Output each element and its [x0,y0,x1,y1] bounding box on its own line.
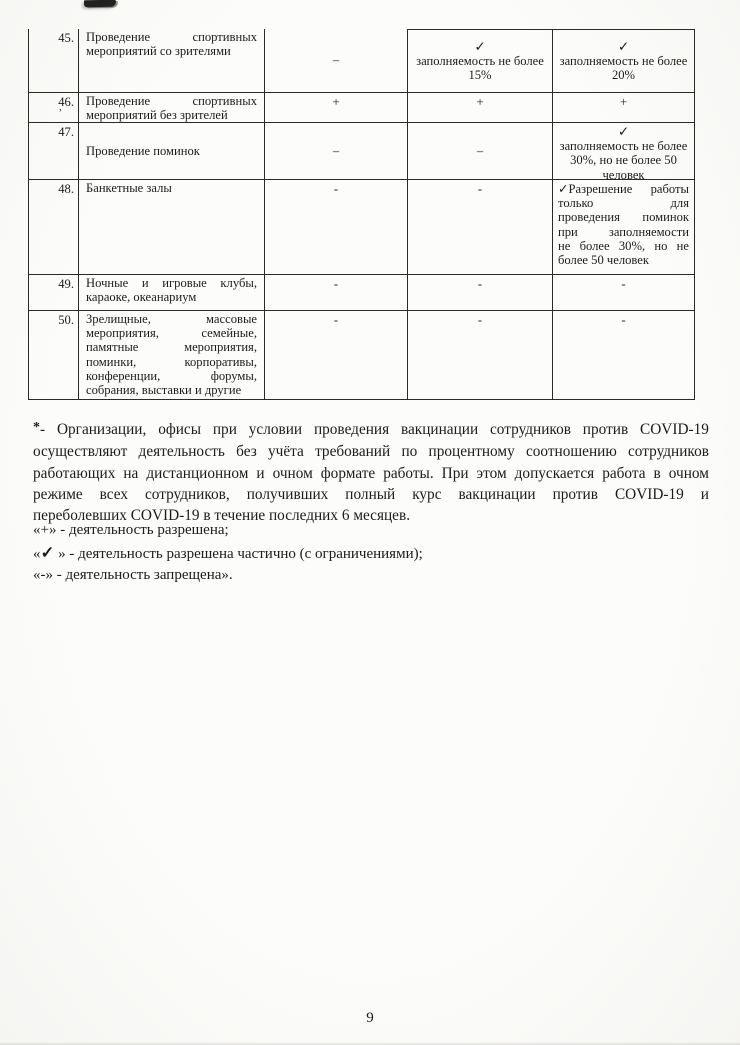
value-cell [265,29,408,93]
word: Организации, [56,421,147,438]
value-cell [408,29,553,93]
scan-ink-artifact [84,0,116,7]
cell-line: собрания, выставки и другие [86,383,242,398]
cell-line: ✓ [617,124,630,139]
word: без [236,443,257,461]
word: требований [315,443,391,461]
cell-line [558,225,689,239]
word: процентному [428,443,515,461]
row-number-mark: ’ [58,108,62,120]
word: Проведение [86,30,151,44]
word: очном [272,464,313,482]
legend-line: «+» - деятельность разрешена; [33,522,229,538]
row-number-cell [28,123,79,180]
word: этом [476,464,507,482]
word: проведения [313,421,390,438]
cell-line [86,355,257,369]
word: работа [602,464,646,482]
word: для [670,196,689,211]
check-mark-icon: ✓ [40,542,55,562]
cell-line [558,182,689,196]
cell-line [86,30,257,44]
word: не [676,238,689,253]
row-number: 45. [58,31,74,45]
value-cell [553,29,695,93]
word: полный [345,485,396,503]
word: COVID-19 [614,485,684,503]
cell-line: – [476,143,484,158]
word: и [141,276,149,290]
word: семейные, [201,326,257,341]
cell-line: + [332,95,340,109]
word: работы [650,182,689,196]
word: соотношению [525,443,617,461]
word: режиме [33,485,83,503]
word: сотрудников [490,421,571,438]
cell-line: 30%, но не более 50 [570,153,677,168]
cell-line: заполняемость не более [559,53,688,68]
cell-line: - [333,277,339,291]
word: и [700,485,709,503]
cell-line: + [619,95,628,109]
cell-line: ✓ [617,38,630,54]
word: заполняемости [608,224,689,239]
activity-name-cell [79,311,265,400]
cell-line: + [476,95,484,109]
word: работы. [383,464,434,482]
cell-line [33,419,709,441]
cell-line: человек [602,167,645,180]
word: курс [412,485,442,503]
row-number: 49. [58,277,74,291]
cell-line: мероприятий без зрителей [86,108,228,123]
word: памятные [86,340,139,355]
word: поминки, [86,354,137,369]
cell-line [86,369,257,383]
row-number: 47. [58,125,74,139]
value-cell [553,275,695,311]
cell-line [33,484,709,505]
cell-line: - [621,313,626,327]
cell-line [558,210,689,224]
cell-line [86,340,257,354]
word: на [123,464,139,482]
activity-name-cell [79,275,265,311]
word: мероприятия, [184,340,257,355]
word: получивших [246,485,329,503]
activity-name-cell [79,180,265,275]
word: спортивных [192,30,257,44]
word: формате [320,464,376,482]
cell-line: караоке, океанариум [86,290,197,305]
value-cell [265,311,408,400]
cell-line: Банкетные залы [86,181,172,195]
cell-line: - [333,182,339,196]
word: более [579,238,610,253]
cell-line [86,276,257,290]
legend-line: «✓ » - деятельность разрешена частично (с ограничениями); [33,542,423,562]
value-cell [265,93,408,123]
word: ✓Разрешение [558,182,633,196]
word: учёта [268,443,304,461]
word: дистанционном [146,464,249,482]
word: проведения [558,210,620,225]
cell-line: мероприятий со зрителями [86,44,231,59]
row-number-cell [28,29,79,93]
cell-line: - [477,277,483,291]
word: деятельность [138,443,225,461]
cell-line: – [332,143,340,158]
cell-line: - [477,182,483,196]
value-cell [408,180,553,275]
row-number: 46. [58,95,74,109]
word: *- [33,420,46,438]
word: клубы, [220,276,257,290]
word: массовые [206,312,257,326]
value-cell [265,275,408,311]
word: При [441,464,469,482]
row-number-cell [28,93,79,123]
activity-name-cell [79,29,265,93]
cell-line: - [621,277,626,291]
word: мероприятия, [86,326,159,341]
cell-line [33,441,709,462]
word: при [212,421,237,438]
word: условии [248,421,303,438]
word: COVID-19 [640,421,709,438]
word: сотрудников, [144,485,230,503]
cell-line: переболевших COVID-19 в течение последних 6 месяцев. [33,507,411,525]
cell-line [86,326,257,340]
cell-line: заполняемость не более [559,139,688,154]
value-cell [553,123,695,180]
cell-line: более 50 человек [558,253,649,268]
word: против [552,485,598,503]
value-cell [265,123,408,180]
word: Ночные [86,276,129,290]
word: очном [668,464,709,482]
value-cell [408,123,553,180]
value-cell [408,311,553,400]
word: осуществляют [33,443,128,461]
word: поминок [642,210,689,225]
word: 30%, [618,238,646,253]
row-number: 48. [58,182,74,196]
value-cell [408,93,553,123]
word: корпоративы, [184,354,257,369]
word: только [558,196,594,211]
legend-line: «-» - деятельность запрещена». [33,567,233,584]
value-cell [553,311,695,400]
footnote-paragraph [33,419,709,526]
cell-line: заполняемость не более [416,53,544,68]
row-number-cell [28,275,79,311]
row-number-cell [28,311,79,400]
value-cell [553,180,695,275]
word: Зрелищные, [86,312,151,326]
activity-name-cell [79,123,265,180]
word: работающих [33,464,116,482]
cell-line [33,463,709,484]
row-number: 50. [58,313,74,327]
word: конференции, [86,368,161,383]
cell-line: 15% [468,68,492,83]
cell-line [558,196,689,210]
word: в [653,464,661,482]
word: спортивных [192,94,257,108]
word: форумы, [210,368,257,383]
word: по [401,443,418,461]
word: Проведение [86,94,151,108]
cell-line: ✓ [474,38,486,54]
cell-line: – [332,53,340,68]
cell-line: - [477,313,483,327]
word: офисы [158,421,202,438]
value-cell [553,93,695,123]
word: игровые [162,276,207,290]
word: и [256,464,265,482]
cell-line [558,239,689,253]
cell-line: - [333,313,339,327]
value-cell [265,180,408,275]
restrictions-table [28,29,695,400]
word: всех [99,485,128,503]
page-number: 9 [366,1010,374,1026]
cell-line: 20% [611,68,636,83]
cell-line [86,94,257,108]
word: сотрудников [628,443,709,461]
cell-line [86,312,257,326]
cell-line: Проведение поминок [86,144,200,159]
row-number-cell [28,180,79,275]
word: но [654,238,668,253]
word: вакцинации [458,485,536,503]
activity-name-cell [79,93,265,123]
symbols-legend [33,520,633,587]
footnote-asterisk: * [33,420,40,435]
value-cell [408,275,553,311]
word: вакцинации [401,421,479,438]
word: не [558,238,571,253]
word: при [558,224,578,239]
word: против [582,421,629,438]
word: допускается [514,464,595,482]
